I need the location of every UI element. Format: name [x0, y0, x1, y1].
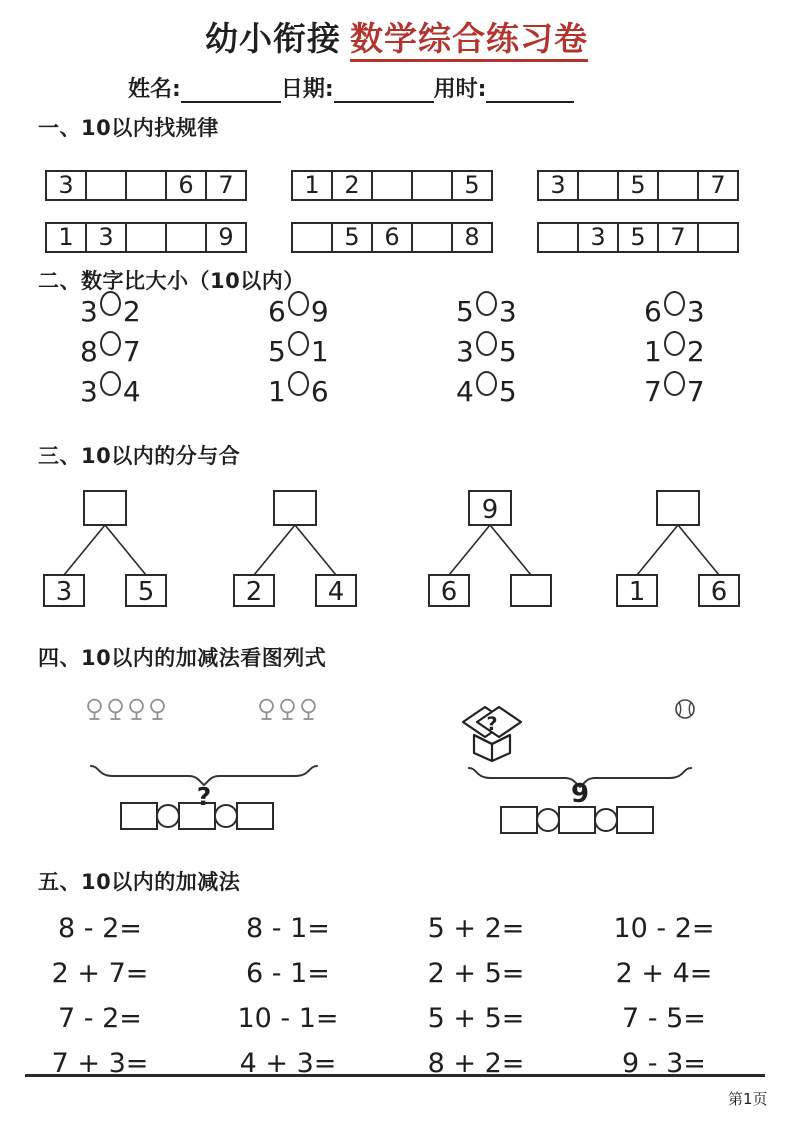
compare-left: 3: [80, 295, 98, 328]
compare-right: 7: [122, 335, 141, 368]
comparison-grid: [62, 295, 793, 415]
balloon-icon: [258, 698, 275, 724]
section3-heading: 三、10以内的分与合: [38, 444, 241, 468]
number-bond-tree: [40, 489, 170, 614]
compare-circle[interactable]: [664, 371, 685, 396]
tree-right-value: 5: [137, 577, 155, 607]
balloon-icon: [128, 698, 145, 724]
pattern-cell: 6: [371, 222, 413, 253]
comparison-item: [62, 295, 250, 335]
equation[interactable]: 8 - 1=: [246, 913, 330, 944]
answer-number-box[interactable]: [500, 806, 538, 834]
equation[interactable]: 2 + 5=: [427, 958, 525, 989]
equation[interactable]: 7 - 5=: [622, 1003, 706, 1034]
balloon-icon: [279, 698, 296, 724]
compare-circle[interactable]: [100, 371, 121, 396]
compare-circle[interactable]: [100, 291, 121, 316]
pattern-strip: [291, 170, 493, 201]
section4-heading: 四、10以内的加减法看图列式: [38, 646, 327, 670]
compare-circle[interactable]: [476, 291, 497, 316]
number-bond-tree: [613, 489, 743, 614]
pattern-cell: 1: [291, 170, 333, 201]
compare-circle[interactable]: [476, 371, 497, 396]
pattern-cell: 3: [577, 222, 619, 253]
comparison-item: [438, 295, 626, 335]
comparison-row: [62, 335, 793, 375]
compare-left: 6: [268, 295, 286, 328]
equation[interactable]: 7 + 3=: [51, 1048, 149, 1079]
pattern-cell: 8: [451, 222, 493, 253]
equation[interactable]: 6 - 1=: [246, 958, 330, 989]
pattern-cell-blank[interactable]: [291, 222, 333, 253]
balloon-icon: [107, 698, 124, 724]
compare-right: 7: [686, 375, 705, 408]
compare-circle[interactable]: [664, 331, 685, 356]
balloon-group-4: [86, 698, 166, 724]
pattern-strip: [537, 170, 739, 201]
equation-row: [6, 996, 758, 1041]
compare-right: 2: [122, 295, 141, 328]
pattern-cell-blank[interactable]: [125, 170, 167, 201]
balloon-icon: [300, 698, 317, 724]
pattern-cell-blank[interactable]: [411, 170, 453, 201]
pattern-cell: 5: [617, 170, 659, 201]
compare-circle[interactable]: [288, 331, 309, 356]
equation[interactable]: 2 + 7=: [51, 958, 149, 989]
answer-operator-circle[interactable]: [156, 804, 180, 828]
title-red-text: 数学综合练习卷: [350, 19, 588, 62]
baseball-icon: [674, 698, 696, 720]
compare-circle[interactable]: [476, 331, 497, 356]
pattern-strip: [537, 222, 739, 253]
balloon-icon: [149, 698, 166, 724]
number-bond-tree: [425, 489, 555, 614]
pattern-cell: 2: [331, 170, 373, 201]
pattern-cell-blank[interactable]: [697, 222, 739, 253]
compare-right: 9: [310, 295, 329, 328]
tree-top-box[interactable]: [657, 491, 699, 525]
compare-right: 4: [122, 375, 141, 408]
pattern-cell: 7: [657, 222, 699, 253]
pattern-cell: 5: [451, 170, 493, 201]
compare-left: 1: [268, 375, 286, 408]
equation[interactable]: 8 - 2=: [58, 913, 142, 944]
pattern-cell-blank[interactable]: [577, 170, 619, 201]
comparison-item: [62, 335, 250, 375]
compare-circle[interactable]: [100, 331, 121, 356]
time-blank[interactable]: [486, 77, 574, 103]
time-label: 用时:: [433, 77, 487, 102]
equation[interactable]: 2 + 4=: [615, 958, 713, 989]
equation[interactable]: 8 + 2=: [427, 1048, 525, 1079]
tree-left-value: 3: [55, 577, 73, 607]
compare-right: 3: [686, 295, 705, 328]
pattern-cell: 1: [45, 222, 87, 253]
compare-right: 6: [310, 375, 329, 408]
brace-label-nine: 9: [570, 779, 590, 809]
pattern-cell-blank[interactable]: [125, 222, 167, 253]
compare-left: 1: [644, 335, 662, 368]
name-label: 姓名:: [128, 77, 181, 102]
tree-top-box[interactable]: [274, 491, 316, 525]
comparison-row: [62, 375, 793, 415]
equation[interactable]: 9 - 3=: [622, 1048, 706, 1079]
answer-number-box[interactable]: [558, 806, 596, 834]
answer-operator-circle[interactable]: [214, 804, 238, 828]
answer-number-box[interactable]: [616, 806, 654, 834]
answer-template: [120, 802, 274, 830]
comparison-item: [438, 335, 626, 375]
date-label: 日期:: [280, 77, 334, 102]
pattern-strip: [291, 222, 493, 253]
pattern-cell: 3: [537, 170, 579, 201]
comparison-item: [626, 335, 793, 375]
pattern-cell-blank[interactable]: [165, 222, 207, 253]
equation[interactable]: 7 - 2=: [58, 1003, 142, 1034]
pattern-cell-blank[interactable]: [657, 170, 699, 201]
compare-left: 3: [80, 375, 98, 408]
page-number: 第1页: [728, 1090, 768, 1108]
pattern-cell-blank[interactable]: [537, 222, 579, 253]
compare-left: 3: [456, 335, 474, 368]
compare-left: 8: [80, 335, 98, 368]
name-blank[interactable]: [181, 77, 281, 103]
equation[interactable]: 5 + 2=: [427, 913, 525, 944]
pattern-strips-row-1: [45, 170, 739, 201]
pattern-strip: [45, 222, 247, 253]
answer-number-box[interactable]: [120, 802, 158, 830]
pattern-cell: 3: [85, 222, 127, 253]
tree-right-box[interactable]: [511, 575, 551, 606]
answer-operator-circle[interactable]: [536, 808, 560, 832]
pattern-cell: 5: [331, 222, 373, 253]
compare-circle[interactable]: [288, 291, 309, 316]
pattern-cell: 5: [617, 222, 659, 253]
equation[interactable]: 4 + 3=: [239, 1048, 337, 1079]
pattern-cell-blank[interactable]: [85, 170, 127, 201]
compare-right: 3: [498, 295, 517, 328]
equation-row: [6, 1041, 758, 1086]
section5-heading: 五、10以内的加减法: [38, 870, 241, 894]
tree-left-value: 2: [245, 577, 263, 607]
comparison-row: [62, 295, 793, 335]
answer-number-box[interactable]: [178, 802, 216, 830]
tree-left-value: 1: [628, 577, 646, 607]
answer-number-box[interactable]: [236, 802, 274, 830]
compare-circle[interactable]: [664, 291, 685, 316]
compare-left: 5: [268, 335, 286, 368]
compare-left: 5: [456, 295, 474, 328]
title-black-text: 幼小衔接: [205, 19, 341, 58]
header-fields: [128, 72, 574, 103]
equation[interactable]: 10 - 2=: [613, 913, 715, 944]
pattern-strips-row-2: [45, 222, 739, 253]
compare-circle[interactable]: [288, 371, 309, 396]
compare-left: 6: [644, 295, 662, 328]
compare-left: 4: [456, 375, 474, 408]
open-box-icon: [458, 696, 526, 762]
comparison-item: [250, 375, 438, 415]
balloon-icon: [86, 698, 103, 724]
pattern-cell: 6: [165, 170, 207, 201]
comparison-item: [250, 335, 438, 375]
compare-left: 7: [644, 375, 662, 408]
date-blank[interactable]: [334, 77, 434, 103]
tree-left-value: 6: [440, 577, 458, 607]
pattern-cell-blank[interactable]: [411, 222, 453, 253]
comparison-item: [438, 375, 626, 415]
compare-right: 5: [498, 375, 517, 408]
compare-right: 5: [498, 335, 517, 368]
answer-template: [500, 806, 654, 834]
tree-top-value: 9: [481, 495, 499, 525]
tree-top-box[interactable]: [84, 491, 126, 525]
equation-row: [6, 906, 758, 951]
page-title: [0, 13, 793, 60]
pattern-cell: 7: [697, 170, 739, 201]
balloon-group-3: [258, 698, 317, 724]
brace-label-question: ?: [196, 782, 212, 811]
footer-divider: [25, 1074, 765, 1077]
pattern-cell: 7: [205, 170, 247, 201]
section1-heading: 一、10以内找规律: [38, 116, 219, 140]
section2-heading: 二、数字比大小（10以内）: [38, 269, 305, 293]
comparison-item: [62, 375, 250, 415]
pattern-cell: 3: [45, 170, 87, 201]
number-bond-tree: [230, 489, 360, 614]
comparison-item: [626, 295, 793, 335]
tree-right-value: 6: [710, 577, 728, 607]
pattern-strip: [45, 170, 247, 201]
equation-grid: [6, 906, 758, 1086]
comparison-item: [250, 295, 438, 335]
comparison-item: [626, 375, 793, 415]
equation[interactable]: 10 - 1=: [237, 1003, 339, 1034]
equation-row: [6, 951, 758, 996]
answer-operator-circle[interactable]: [594, 808, 618, 832]
pattern-cell-blank[interactable]: [371, 170, 413, 201]
equation[interactable]: 5 + 5=: [427, 1003, 525, 1034]
compare-right: 2: [686, 335, 705, 368]
tree-right-value: 4: [327, 577, 345, 607]
box-question-mark: ?: [486, 713, 498, 735]
pattern-cell: 9: [205, 222, 247, 253]
compare-right: 1: [310, 335, 329, 368]
